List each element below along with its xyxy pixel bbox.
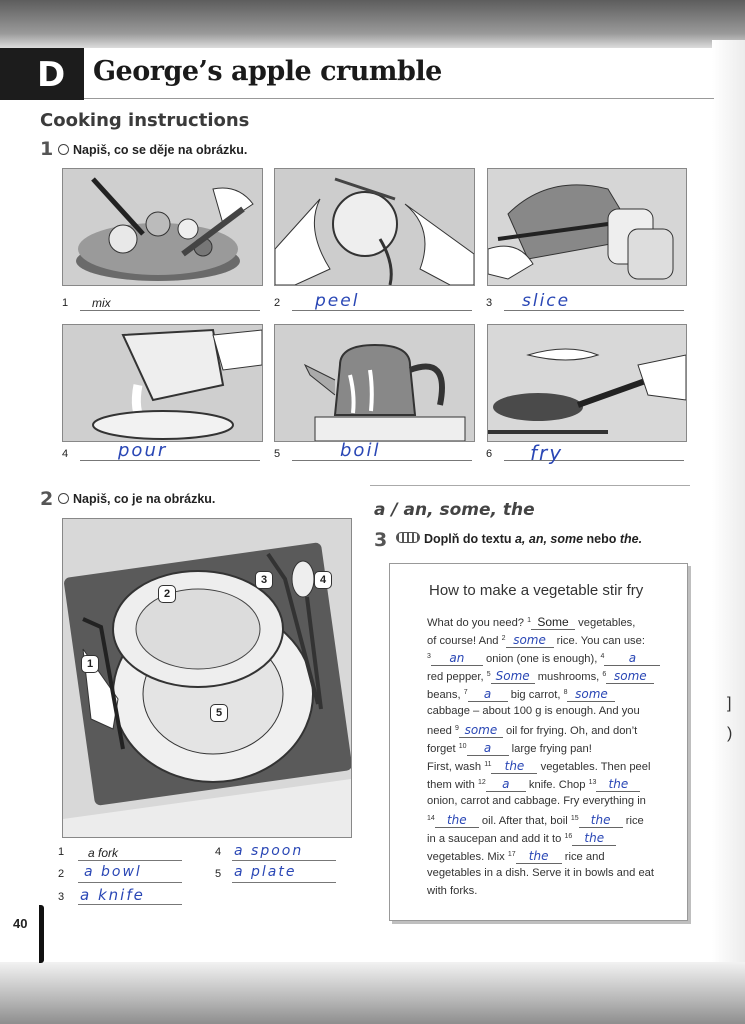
text-line-2: of course! And $^2$ some rice. You can use: [427,633,645,647]
page-title: George’s apple crumble [93,56,442,87]
text-line-13: in a saucepan and add it to $^{16}$ the [427,830,616,846]
ex1-item-6-number: 6 [486,448,493,460]
ex2-item-2-answer: a bowl [84,864,142,880]
text-line-11: onion, carrot and cabbage. Fry everything in [427,795,646,807]
gap-5: Some [491,670,535,684]
level-icon [58,493,69,504]
ex2-item-4-line [232,860,336,861]
ex2-item-1-answer: a fork [88,846,119,860]
ex2-item-5-number: 5 [215,868,222,880]
gap-3: an [431,652,483,666]
text-line-16: with forks. [427,885,478,897]
section-letter: D [37,55,66,95]
gap-16: the [572,832,616,846]
ex1-item-2-answer: peel [315,291,360,311]
gap-4: a [604,652,660,666]
exercise-2-instruction: Napiš, co je na obrázku. [58,492,215,506]
callout-1: 1 [81,655,99,673]
text-line-10: them with $^{12}$ a knife. Chop $^{13}$ the [427,776,640,792]
scan-bottom-edge [0,962,745,1024]
section-subtitle: Cooking instructions [40,110,250,131]
gap-9: some [459,724,503,738]
ex1-item-2-number: 2 [274,297,281,309]
picture-table-setting [62,518,352,838]
pouring-jug-illustration [63,325,262,441]
gap-7: a [468,688,508,702]
gap-17: the [516,850,562,864]
grammar-divider [370,485,690,486]
gap-15: the [579,814,623,828]
margin-mark: ) [727,725,733,742]
slicing-bread-illustration [488,169,686,285]
ex2-item-1-number: 1 [58,846,65,858]
callout-2: 2 [158,585,176,603]
gap-8: some [567,688,615,702]
gap-12: a [486,778,526,792]
gap-10: a [467,742,509,756]
grammar-title: a / an, some, the [374,500,535,520]
exercise-1-instruction: Napiš, co se děje na obrázku. [58,143,247,157]
picture-mix [62,168,263,286]
margin-mark: ] [727,695,732,712]
text-line-15: vegetables in a dish. Serve it in bowls and eat [427,867,654,879]
difficulty-icon [396,532,420,543]
text-box-title: How to make a vegetable stir fry [429,582,644,599]
ex1-item-6-answer: fry [530,441,564,465]
ex1-item-1-answer: mix [92,296,111,310]
exercise-2-number: 2 [40,488,54,510]
exercise-3-number: 3 [374,529,388,551]
callout-4: 4 [314,571,332,589]
ex1-item-3-answer: slice [522,291,571,311]
ex1-item-3-number: 3 [486,297,493,309]
mixing-salad-illustration [63,169,262,285]
ex2-item-2-line [78,882,182,883]
ex1-item-1-line [80,310,260,311]
callout-5: 5 [210,704,228,722]
callout-3: 3 [255,571,273,589]
frying-pancake-illustration [488,325,686,441]
text-line-14: vegetables. Mix $^{17}$ the rice and [427,849,605,863]
picture-boil [274,324,475,442]
text-line-6: cabbage – about 100 g is enough. And you [427,705,640,717]
ex2-item-2-number: 2 [58,868,65,880]
level-icon [58,144,69,155]
peeling-apple-illustration [275,169,474,285]
text-line-5: beans, $^7$ a big carrot, $^8$ some [427,686,615,702]
text-line-8: forget $^{10}$ a large frying pan! [427,741,592,755]
ex1-item-5-line [292,460,472,461]
ex1-item-4-line [80,460,260,461]
ex2-item-5-line [232,882,336,883]
exercise-1-number: 1 [40,138,54,160]
gap-6: some [606,670,654,684]
ex2-item-4-number: 4 [215,846,222,858]
ex2-item-5-answer: a plate [234,864,297,880]
ex2-item-3-answer: a knife [80,886,145,904]
ex1-item-5-answer: boil [340,440,381,461]
ex1-item-1-number: 1 [62,297,69,309]
text-line-1: What do you need? $^1$ Some vegetables, [427,615,636,629]
ex1-item-5-number: 5 [274,448,281,460]
gap-11: the [491,760,537,774]
gap-1: Some [531,616,575,630]
picture-fry [487,324,687,442]
text-line-7: need $^9$ some oil for frying. Oh, and don’t [427,723,638,737]
gap-13: the [596,778,640,792]
table-setting-illustration [63,519,351,837]
title-divider [84,98,714,99]
ex2-item-3-number: 3 [58,891,65,903]
scan-top-edge [0,0,745,48]
page-number-bracket [39,905,44,963]
page-number: 40 [13,916,28,931]
ex2-item-1-line [78,860,182,861]
gap-2: some [506,634,554,648]
gap-14: the [435,814,479,828]
ex1-item-4-answer: pour [118,440,168,461]
text-line-12: $^{14}$ the oil. After that, boil $^{15}$ the rice [427,813,644,827]
exercise-3-instruction: Doplň do textu a, an, some nebo the. [396,532,642,546]
picture-pour [62,324,263,442]
ex2-item-4-answer: a spoon [234,843,304,859]
picture-peel [274,168,475,286]
ex2-item-3-line [78,904,182,905]
boiling-kettle-illustration [275,325,474,441]
text-line-3: $^3$ an onion (one is enough), $^4$ a [427,650,660,666]
picture-slice [487,168,687,286]
ex1-item-4-number: 4 [62,448,69,460]
scan-right-edge [712,40,745,970]
text-line-4: red pepper, $^5$ Some mushrooms, $^6$ some [427,668,654,684]
text-line-9: First, wash $^{11}$ the vegetables. Then peel [427,759,651,773]
